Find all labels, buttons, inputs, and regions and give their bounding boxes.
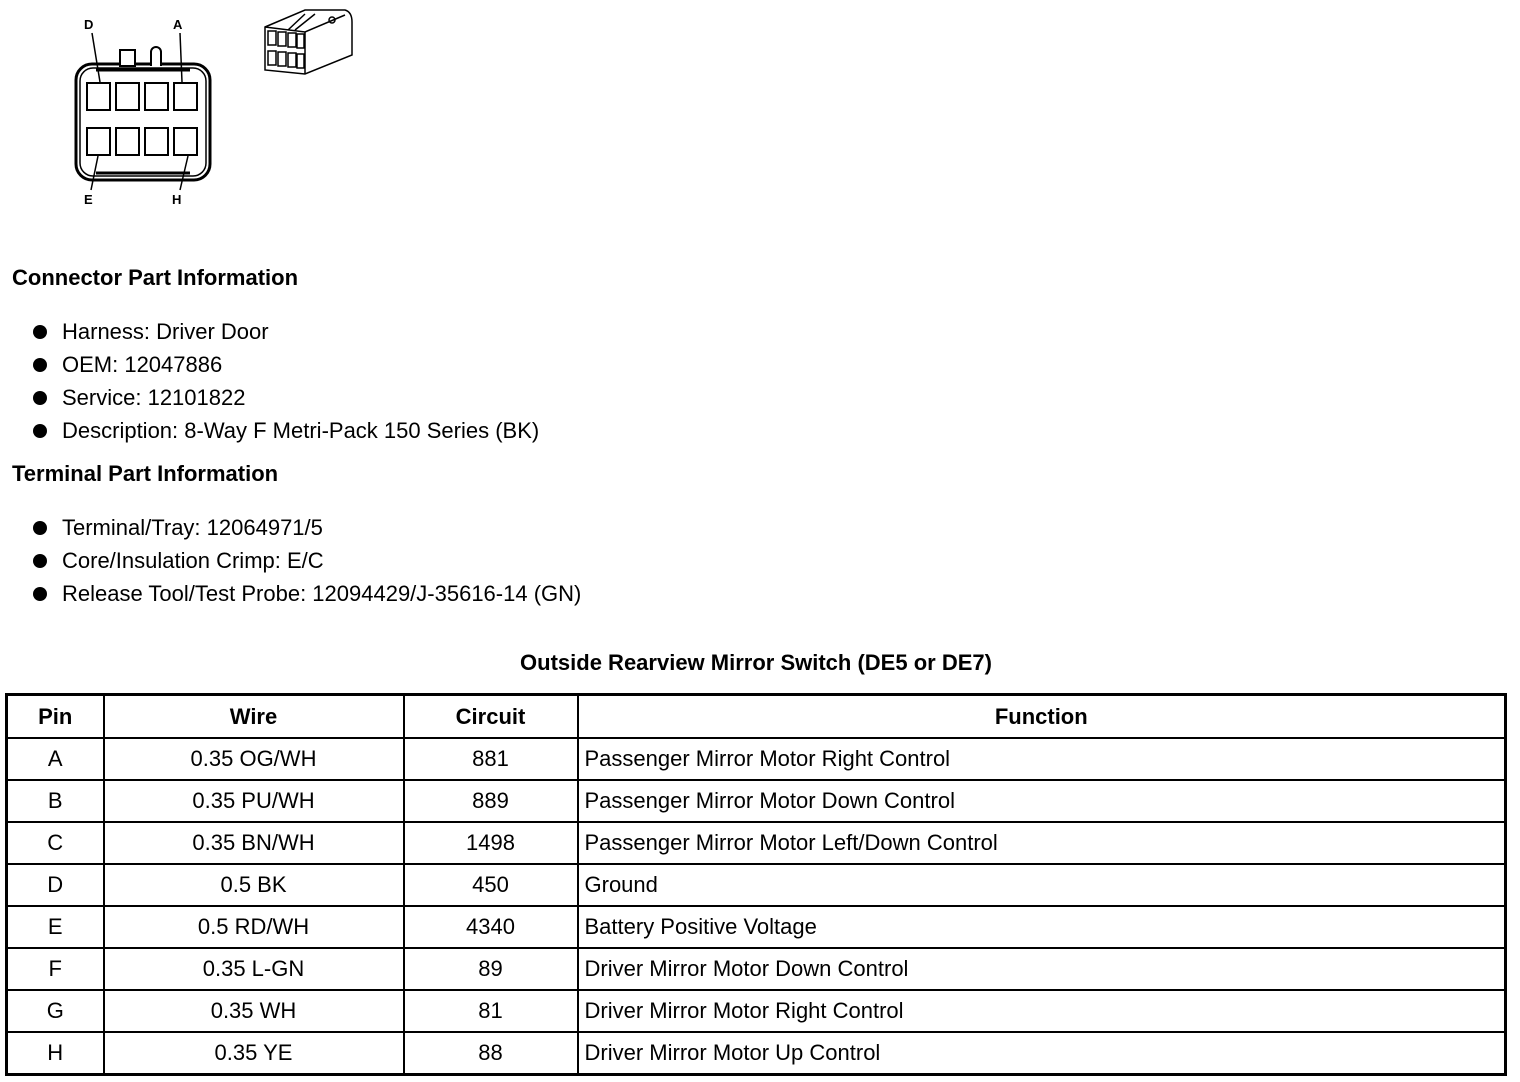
list-item: OEM: 12047886 (12, 348, 539, 381)
list-item: Service: 12101822 (12, 381, 539, 414)
header-pin: Pin (7, 695, 104, 739)
cell-pin: D (7, 864, 104, 906)
cell-circuit: 1498 (404, 822, 578, 864)
cell-function: Driver Mirror Motor Up Control (578, 1032, 1506, 1075)
terminal-info-heading: Terminal Part Information (12, 461, 279, 486)
table-title: Outside Rearview Mirror Switch (DE5 or DE7) (520, 650, 992, 675)
cell-function: Passenger Mirror Motor Left/Down Control (578, 822, 1506, 864)
header-function: Function (578, 695, 1506, 739)
cell-function: Ground (578, 864, 1506, 906)
table-row (7, 990, 1506, 1032)
cell-pin: E (7, 906, 104, 948)
bullet-icon (33, 358, 47, 372)
pin-label-h: H (172, 192, 182, 207)
terminal-info-list (12, 511, 581, 610)
cell-function: Passenger Mirror Motor Right Control (578, 738, 1506, 780)
cell-function: Driver Mirror Motor Down Control (578, 948, 1506, 990)
list-item: Release Tool/Test Probe: 12094429/J-35616-14 (GN) (12, 577, 581, 610)
cell-pin: C (7, 822, 104, 864)
cell-wire: 0.35 L-GN (104, 948, 404, 990)
cell-circuit: 4340 (404, 906, 578, 948)
pin-label-d: D (84, 17, 94, 32)
cell-pin: A (7, 738, 104, 780)
table-row (7, 906, 1506, 948)
connector-face-diagram (0, 0, 380, 215)
bullet-icon (33, 325, 47, 339)
header-wire: Wire (104, 695, 404, 739)
cell-function: Driver Mirror Motor Right Control (578, 990, 1506, 1032)
cell-pin: B (7, 780, 104, 822)
table-row (7, 738, 1506, 780)
cell-circuit: 450 (404, 864, 578, 906)
table-row (7, 864, 1506, 906)
cell-wire: 0.35 YE (104, 1032, 404, 1075)
pinout-table (5, 693, 1507, 1076)
cell-function: Passenger Mirror Motor Down Control (578, 780, 1506, 822)
cell-circuit: 889 (404, 780, 578, 822)
table-header-row (7, 695, 1506, 739)
cell-circuit: 88 (404, 1032, 578, 1075)
cell-wire: 0.35 BN/WH (104, 822, 404, 864)
list-item: Terminal/Tray: 12064971/5 (12, 511, 581, 544)
list-item: Harness: Driver Door (12, 315, 539, 348)
cell-circuit: 89 (404, 948, 578, 990)
cell-wire: 0.35 OG/WH (104, 738, 404, 780)
cell-function: Battery Positive Voltage (578, 906, 1506, 948)
cell-wire: 0.5 BK (104, 864, 404, 906)
connector-iso-icon (265, 10, 352, 74)
connector-info-list (12, 315, 539, 447)
pin-label-e: E (84, 192, 93, 207)
table-row (7, 780, 1506, 822)
cell-pin: G (7, 990, 104, 1032)
cell-wire: 0.35 WH (104, 990, 404, 1032)
pin-label-a: A (173, 17, 183, 32)
table-row (7, 948, 1506, 990)
list-item: Description: 8-Way F Metri-Pack 150 Series (BK) (12, 414, 539, 447)
list-item: Core/Insulation Crimp: E/C (12, 544, 581, 577)
cell-circuit: 81 (404, 990, 578, 1032)
cell-wire: 0.5 RD/WH (104, 906, 404, 948)
cell-pin: F (7, 948, 104, 990)
bullet-icon (33, 554, 47, 568)
header-circuit: Circuit (404, 695, 578, 739)
cell-pin: H (7, 1032, 104, 1075)
bullet-icon (33, 521, 47, 535)
connector-info-heading: Connector Part Information (12, 265, 299, 290)
bullet-icon (33, 424, 47, 438)
table-row (7, 822, 1506, 864)
table-row (7, 1032, 1506, 1075)
bullet-icon (33, 391, 47, 405)
cell-wire: 0.35 PU/WH (104, 780, 404, 822)
cell-circuit: 881 (404, 738, 578, 780)
bullet-icon (33, 587, 47, 601)
